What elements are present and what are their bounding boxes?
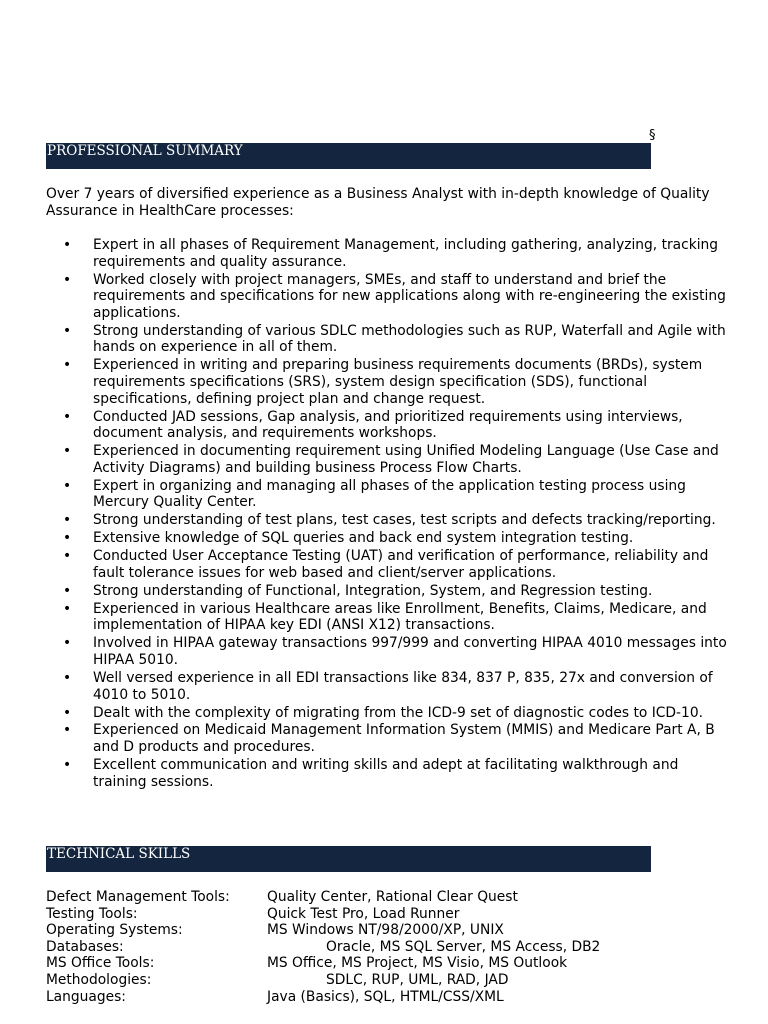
- bullet-text: Extensive knowledge of SQL queries and back end system integration testing.: [93, 530, 634, 547]
- bullet-text: Experienced on Medicaid Management Information System (MMIS) and Medicare Part A, B and D products and procedures.: [93, 722, 715, 756]
- bullet-icon: •: [63, 357, 72, 374]
- bullet-icon: •: [63, 322, 72, 339]
- bullet-item: [46, 443, 736, 476]
- bullet-item: [46, 757, 736, 790]
- section-header-technical-skills: [46, 846, 651, 872]
- bullet-text: Strong understanding of Functional, Integration, System, and Regression testing.: [93, 582, 653, 599]
- bullet-item: [46, 583, 736, 600]
- bullet-item: [46, 512, 736, 529]
- bullet-text: Strong understanding of various SDLC methodologies such as RUP, Waterfall and Agile with hands on experience in all of them.: [93, 322, 726, 356]
- summary-intro: Over 7 years of diversified experience as a Business Analyst with in-depth knowledge of Quality Assurance in HealthCare processes:: [46, 186, 710, 219]
- summary-bullet-list: [46, 237, 736, 792]
- skill-label: Methodologies:: [46, 971, 152, 988]
- skill-value: MS Windows NT/98/2000/XP, UNIX: [267, 922, 504, 939]
- bullet-icon: •: [63, 477, 72, 494]
- bullet-icon: •: [63, 237, 72, 253]
- skill-label: Operating Systems:: [46, 922, 183, 939]
- skill-row: [46, 989, 736, 1006]
- skill-value: Oracle, MS SQL Server, MS Access, DB2: [326, 938, 601, 955]
- skill-row: [46, 889, 736, 906]
- bullet-text: Expert in all phases of Requirement Management, including gathering, analyzing, tracking requirements and quality assurance.: [93, 237, 719, 270]
- bullet-text: Conducted JAD sessions, Gap analysis, and prioritized requirements using interviews, document analysis, and requirements workshops.: [93, 408, 683, 442]
- bullet-icon: •: [63, 530, 72, 547]
- bullet-text: Experienced in various Healthcare areas like Enrollment, Benefits, Claims, Medicare, and implementation of HIPAA key EDI (ANSI X12) transactions.: [93, 600, 707, 634]
- bullet-item: [46, 478, 736, 511]
- bullet-text: Expert in organizing and managing all phases of the application testing process using Mercury Quality Center.: [93, 477, 686, 511]
- bullet-text: Conducted User Acceptance Testing (UAT) and verification of performance, reliability and fault tolerance issues for web based and client/server applications.: [93, 548, 709, 581]
- bullet-text: Well versed experience in all EDI transactions like 834, 837 P, 835, 27x and conversion of 4010 to 5010.: [93, 669, 713, 703]
- skill-label: Defect Management Tools:: [46, 889, 230, 905]
- bullet-icon: •: [63, 443, 72, 460]
- bullet-item: [46, 530, 736, 547]
- bullet-icon: •: [63, 757, 72, 774]
- bullet-item: [46, 548, 736, 581]
- section-title: PROFESSIONAL SUMMARY: [47, 143, 243, 159]
- bullet-icon: •: [63, 722, 72, 739]
- bullet-item: [46, 601, 736, 634]
- section-title: TECHNICAL SKILLS: [47, 846, 191, 862]
- bullet-icon: •: [63, 548, 72, 565]
- skill-row: [46, 922, 736, 939]
- bullet-icon: •: [63, 600, 72, 617]
- skill-value: Java (Basics), SQL, HTML/CSS/XML: [267, 988, 504, 1005]
- skill-row: [46, 972, 736, 989]
- bullet-item: [46, 409, 736, 442]
- section-header-professional-summary: [46, 143, 651, 169]
- bullet-text: Strong understanding of test plans, test cases, test scripts and defects tracking/reporting.: [93, 512, 716, 529]
- bullet-text: Worked closely with project managers, SMEs, and staff to understand and brief the requirements and specifications for new applications along with re-engineering the existing applications.: [93, 271, 726, 321]
- bullet-item: [46, 323, 736, 356]
- bullet-text: Experienced in writing and preparing business requirements documents (BRDs), system requirements specifications (SRS), system design specification (SDS), functional specifications, defining project plan and change request.: [93, 357, 703, 407]
- skill-value: MS Office, MS Project, MS Visio, MS Outlook: [267, 955, 568, 972]
- skill-label: Databases:: [46, 938, 124, 955]
- skill-value: SDLC, RUP, UML, RAD, JAD: [326, 971, 509, 988]
- bullet-item: [46, 237, 736, 270]
- bullet-icon: •: [63, 408, 72, 425]
- skill-label: Testing Tools:: [46, 905, 138, 922]
- bullet-item: [46, 272, 736, 322]
- skill-value: Quality Center, Rational Clear Quest: [267, 889, 518, 905]
- skill-value: Quick Test Pro, Load Runner: [267, 905, 460, 922]
- bullet-icon: •: [63, 271, 72, 288]
- bullet-text: Experienced in documenting requirement using Unified Modeling Language (Use Case and Activity Diagrams) and building business Process Flow Charts.: [93, 443, 719, 476]
- bullet-item: [46, 670, 736, 703]
- technical-skills-list: [46, 889, 736, 1005]
- bullet-item: [46, 722, 736, 755]
- bullet-item: [46, 635, 736, 668]
- skill-row: [46, 906, 736, 923]
- bullet-text: Involved in HIPAA gateway transactions 997/999 and converting HIPAA 4010 messages into HIPAA 5010.: [93, 635, 727, 668]
- bullet-icon: •: [63, 635, 72, 652]
- skill-label: MS Office Tools:: [46, 955, 155, 972]
- bullet-item: [46, 357, 736, 407]
- section-mark: §: [649, 128, 656, 143]
- bullet-text: Excellent communication and writing skills and adept at facilitating walkthrough and training sessions.: [93, 757, 679, 790]
- bullet-icon: •: [63, 582, 72, 599]
- skill-row: [46, 955, 736, 972]
- bullet-item: [46, 705, 736, 722]
- skill-row: [46, 939, 736, 956]
- skill-label: Languages:: [46, 988, 126, 1005]
- bullet-icon: •: [63, 669, 72, 686]
- bullet-icon: •: [63, 704, 72, 721]
- bullet-icon: •: [63, 512, 72, 529]
- bullet-text: Dealt with the complexity of migrating from the ICD-9 set of diagnostic codes to ICD-10.: [93, 704, 703, 721]
